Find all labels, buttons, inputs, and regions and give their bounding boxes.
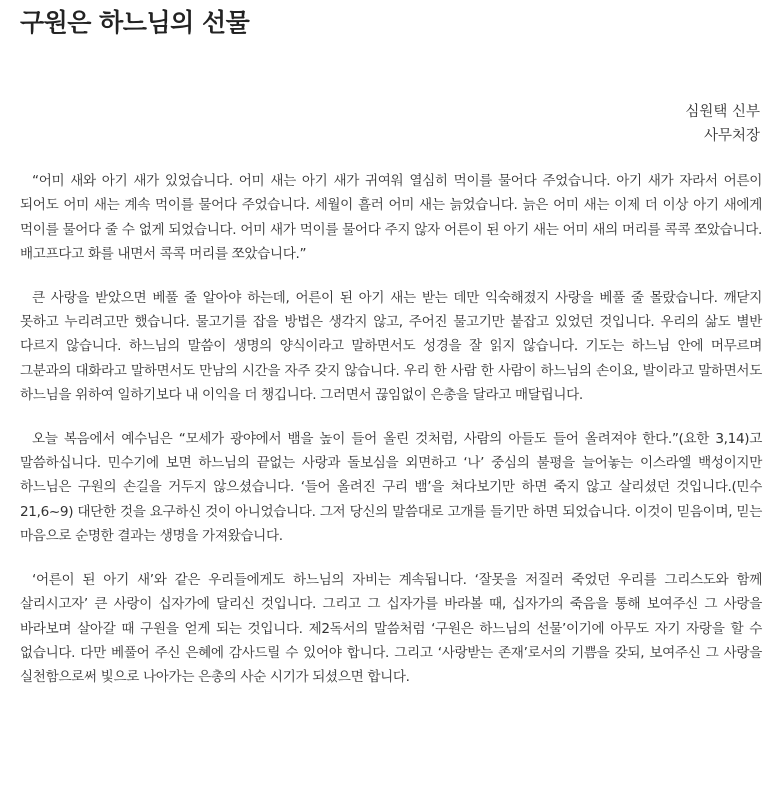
paragraph-1: “어미 새와 아기 새가 있었습니다. 어미 새는 아기 새가 귀여워 열심히 먹이를 물어다 주었습니다. 아기 새가 자라서 어른이 되어도 어미 새는 계속 먹이를 물어다 주었습니다. 세월이 흘러 어미 새는 늙었습니다. 늙은 어미 새는 이제 더 이상 아기 새에게 먹이를 물어다 줄 수 없게 되었습니다. 어미 새가 먹이를 물어다 주지 않자 어른이 된 아기 새는 어미 새의 머리를 콕콕 쪼았습니다. 배고프다고 화를 내면서 콕콕 머리를 쪼았습니다.”: [20, 173, 762, 263]
author-block: [685, 100, 760, 148]
author-name: 심원택 신부: [685, 104, 760, 120]
article-title: 구원은 하느님의 선물: [20, 8, 250, 37]
paragraph-4: ‘어른이 된 아기 새’와 같은 우리들에게도 하느님의 자비는 계속됩니다. ‘잘못을 저질러 죽었던 우리를 그리스도와 함께 살리시고자’ 큰 사랑이 십자가에 달리신 것입니다. 그리고 그 십자가를 바라볼 때, 십자가의 죽음을 통해 보여주신 그 사랑을 바라보며 살아갈 때 구원을 얻게 되는 것입니다. 제2독서의 말씀처럼 ‘구원은 하느님의 선물’이기에 아무도 자기 자랑을 할 수 없습니다. 다만 베풀어 주신 은혜에 감사드릴 수 있어야 합니다. 그리고 ‘사랑받는 존재’로서의 기쁨을 갖되, 보여주신 그 사랑을 실천함으로써 빛으로 나아가는 은총의 사순 시기가 되셨으면 합니다.: [20, 571, 762, 686]
author-role: 사무처장: [703, 128, 760, 144]
paragraph-2: 큰 사랑을 받았으면 베풀 줄 알아야 하는데, 어른이 된 아기 새는 받는 데만 익숙해졌지 사랑을 베풀 줄 몰랐습니다. 깨닫지 못하고 누리려고만 했습니다. 물고기를 잡을 방법은 생각지 않고, 주어진 물고기만 붙잡고 있었던 것입니다. 우리의 삶도 별반 다르지 않습니다. 하느님의 말씀이 생명의 양식이라고 말하면서도 성경을 잘 읽지 않습니다. 기도는 하느님 안에 머무르며 그분과의 대화라고 말하면서도 만남의 시간을 자주 갖지 않습니다. 우리 한 사람 한 사람이 하느님의 손이요, 발이라고 말하면서도 하느님을 위하여 일하기보다 내 이익을 더 챙깁니다. 그러면서 끊임없이 은총을 달라고 매달립니다.: [20, 289, 762, 404]
article-body: [20, 169, 762, 709]
paragraph-3: 오늘 복음에서 예수님은 “모세가 광야에서 뱀을 높이 들어 올린 것처럼, 사람의 아들도 들어 올려져야 한다.”(요한 3,14)고 말씀하십니다. 민수기에 보면 하느님의 끝없는 사랑과 돌보심을 외면하고 ‘나’ 중심의 불평을 늘어놓는 이스라엘 백성이지만 하느님은 구원의 손길을 거두지 않으셨습니다. ‘들어 올려진 구리 뱀’을 쳐다보기만 하면 죽지 않고 살리셨던 것입니다.(민수 21,6~9) 대단한 것을 요구하신 것이 아니었습니다. 그저 당신의 말씀대로 고개를 들기만 하면 되었습니다. 이것이 믿음이며, 믿는 마음으로 순명한 결과는 생명을 가져왔습니다.: [20, 430, 762, 545]
